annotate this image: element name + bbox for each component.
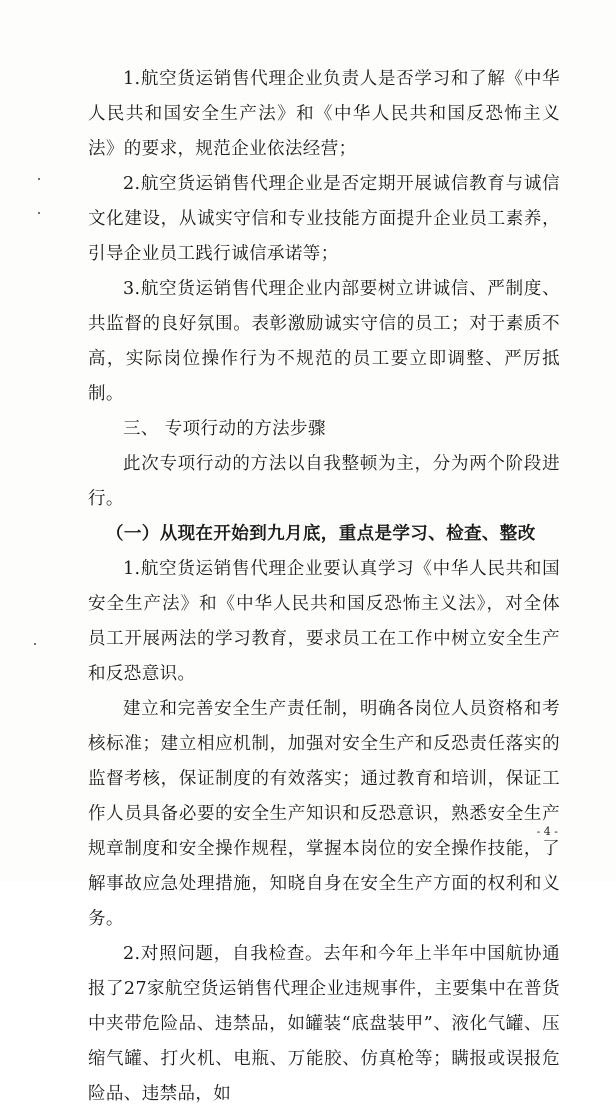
paragraph-item-1: 1.航空货运销售代理企业负责人是否学习和了解《中华人民共和国安全生产法》和《中华人民共和国反恐怖主义法》的要求，规范企业依法经营； [88,69,560,159]
margin-mark [38,178,40,180]
paragraph-phase-one-item-1: 1.航空货运销售代理企业要认真学习《中华人民共和国安全生产法》和《中华人民共和国反恐怖主义法》，对全体员工开展两法的学习教育，要求员工在工作中树立安全生产和反恐意识。 [88,559,560,684]
paragraph-phase-one-item-2: 2.对照问题，自我检查。去年和今年上半年中国航协通报了27家航空货运销售代理企业违规事件，主要集中在普货中夹带危险品、违禁品，如罐装“底盘装甲”、液化气罐、压缩气罐、打火机、电瓶、万能胶、仿真枪等；瞒报或误报危险品、违禁品，如 [88,944,560,1104]
subsection-heading-phase-one: （一）从现在开始到九月底，重点是学习、检查、整改 [106,524,536,544]
paragraph-item-2: 2.航空货运销售代理企业是否定期开展诚信教育与诚信文化建设，从诚实守信和专业技能方面提升企业员工素养，引导企业员工践行诚信承诺等； [88,174,560,264]
document-body [88,62,560,1112]
section-heading-methods: 三、 专项行动的方法步骤 [123,419,326,439]
margin-mark [38,212,40,214]
page-number: - 4 - [536,825,558,838]
paragraph-item-3: 3.航空货运销售代理企业内部要树立讲诚信、严制度、共监督的良好氛围。表彰激励诚实守信的员工；对于素质不高，实际岗位操作行为不规范的员工要立即调整、严厉抵制。 [88,279,560,404]
paragraph-intro-methods: 此次专项行动的方法以自我整顿为主，分为两个阶段进行。 [88,454,560,509]
margin-mark [34,643,36,645]
paragraph-responsibility-system: 建立和完善安全生产责任制，明确各岗位人员资格和考核标准；建立相应机制，加强对安全生产和反恐责任落实的监督考核，保证制度的有效落实；通过教育和培训，保证工作人员具备必要的安全生产知识和反恐意识，熟悉安全生产规章制度和安全操作规程，掌握本岗位的安全操作技能，了解事故应急处理措施，知晓自身在安全生产方面的权利和义务。 [88,699,560,929]
